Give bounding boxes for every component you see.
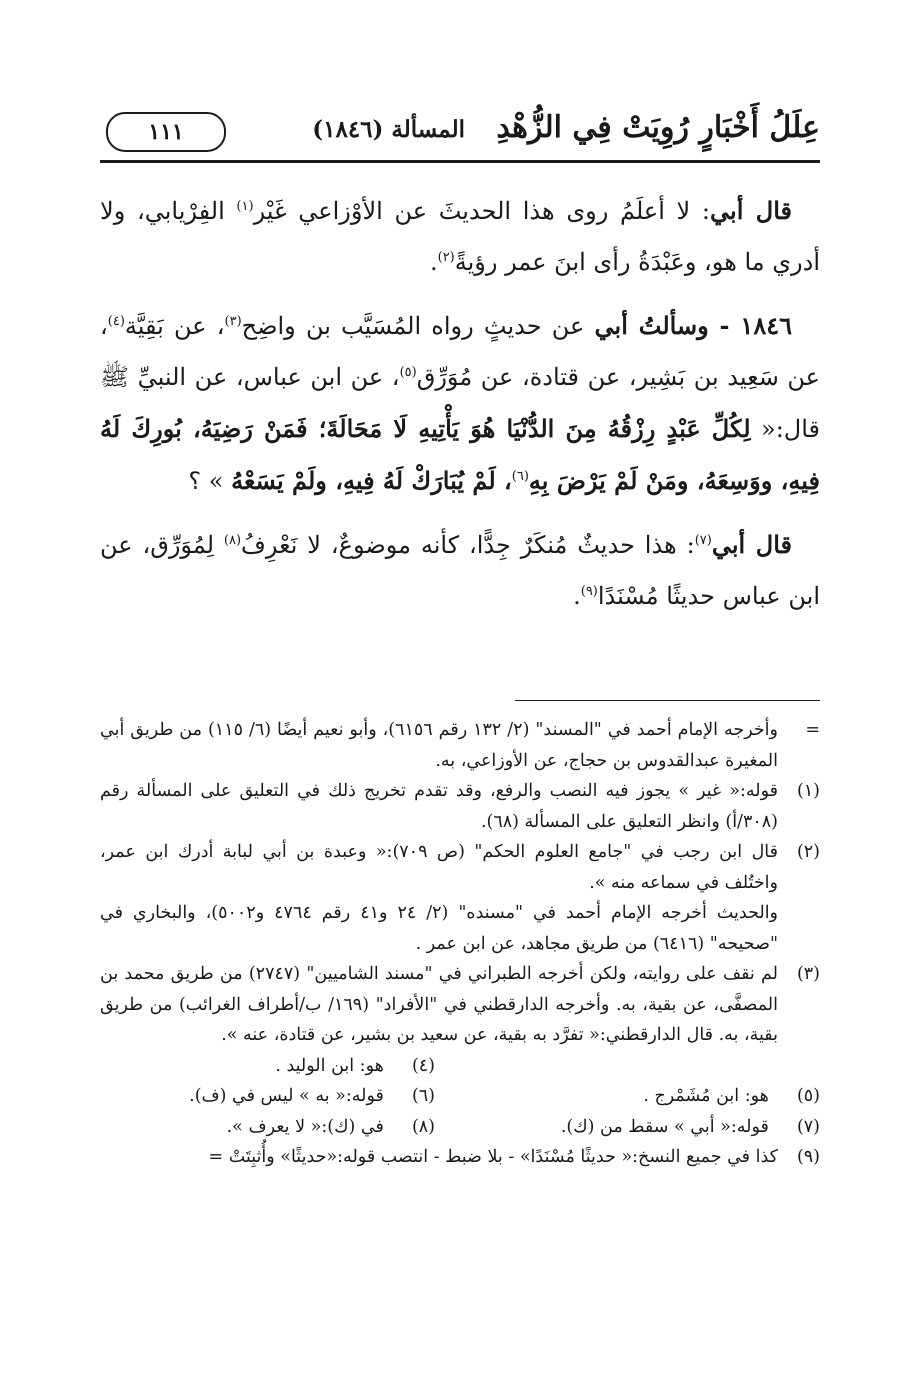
footnote-text: قوله:« به » ليس في (ف). [189,1086,384,1106]
footnote-text: وأخرجه الإمام أحمد في "المسند" (٢/ ١٣٢ رقم ٦١٥٦)، وأبو نعيم أيضًا (٦/ ١١٥) من طريق أبي المغيرة عبدالقدوس بن حجاج، عن الأوزاعي، به. [100,720,778,771]
footnote-ref: (٦) [511,469,529,484]
footnote-text: هو: ابن مُشَمْرج . [643,1086,769,1106]
footnote-number: (٨) [411,1116,435,1137]
footnote-text: لم نقف على روايته، ولكن أخرجه الطبراني في "مسند الشاميين" (٢٧٤٧) من طريق محمد بن المصفَّى، عن بقية، به. وأخرجه الدارقطني في "الأفراد" (١٦٩/ ب/أطراف الغرائب) من طريق بقية، به. قال الدارقطني:« تفرَّد به بقية، عن سعيد بن بشير، عن قتادة، عنه ». [100,964,779,1045]
footnote-row-7-8 [100,1112,820,1143]
header-rule [100,160,820,163]
page-header [100,108,820,156]
footnote-number: (٧) [796,1116,820,1137]
main-text [100,185,820,634]
speaker-label: قال أبي [711,530,793,559]
footnote-number: (٩) [796,1147,820,1167]
footnote-continuation [100,715,820,776]
footnote-1 [100,776,820,837]
footnote-number: (٢) [796,842,820,862]
hadith-text: لِكُلِّ عَبْدٍ رِزْقُهُ مِنَ الدُّنْيَا هُوَ يَأْتِيهِ لَا مَحَالَةَ؛ فَمَنْ رَضِيَهُ، بُورِكَ لَهُ فِيهِ، ووَسِعَهُ، ومَنْ لَمْ يَرْضَ بِهِ [100,414,820,495]
footnote-number: (١) [796,781,820,801]
footnote-row-4 [100,1051,820,1082]
footnote-text: قال ابن رجب في "جامع العلوم الحكم" (ص ٧٠٩):« وعبدة بن أبي لبابة أدرك ابن عمر، واختُلف في سماعه منه ». [100,842,778,893]
footnote-row-5-6 [100,1081,820,1112]
paragraph-answer-1: قال أبي: لا أعلَمُ روى هذا الحديثَ عن الأوْزاعي غَيْر$^{(١)}$ الفِرْيابي، ولا أدري ما هو، وعَبْدَةُ رأى ابنَ عمر رؤيةً$^{(٢)}$. [100,196,820,276]
footnote-ref: (٩) [580,584,598,599]
footnote-3 [100,959,820,1051]
page-number [106,112,226,152]
footnote-4 [275,1051,435,1082]
footnote-text: هو: ابن الوليد . [275,1055,384,1076]
issue-label: المسألة (١٨٤٦) [312,116,465,143]
footnotes [100,715,820,1173]
footnote-6 [189,1081,435,1112]
footnote-separator [515,700,820,701]
hadith-text: ، لَمْ يُبَارَكْ لَهُ فِيهِ، ولَمْ يَسَعْهُ [231,466,512,495]
footnote-text: قوله:« غير » يجوز فيه النصب والرفع، وقد تقدم تخريج ذلك في التعليق على المسألة رقم (٣٠٨/أ) وانظر التعليق على المسألة (٦٨). [100,781,778,832]
footnote-5 [643,1081,820,1112]
footnote-ref: (٥) [399,365,417,380]
book-title: عِلَلُ أَخْبَارٍ رُوِيَتْ فِي الزُّهْدِ [496,110,820,145]
paragraph-answer-2: قال أبي$^{(٧)}$: هذا حديثٌ مُنكَرٌ جِدًّا، كأنه موضوعٌ، لا نَعْرِفُ$^{(٨)}$ لِمُوَرِّق، عن ابن عباس حديثًا مُسْنَدًا$^{(٩)}$. [100,530,820,610]
footnote-ref: (٧) [694,533,712,548]
paragraph-question-1846: ١٨٤٦ - وسألتُ أبي عن حديثٍ رواه المُسَيَّب بن واضِح$^{(٣)}$، عن بَقِيَّة$^{(٤)}$، عن سَعِيد بن بَشِير، عن قتادة، عن مُوَرِّق$^{(٥)}$، عن ابن عباس، عن النبيِّ ﷺ قال:« لِكُلِّ عَبْدٍ رِزْقُهُ مِنَ الدُّنْيَا هُوَ يَأْتِيهِ لَا مَحَالَةَ؛ فَمَنْ رَضِيَهُ، بُورِكَ لَهُ فِيهِ، ووَسِعَهُ، ومَنْ لَمْ يَرْضَ بِهِ$^{(٦)}$، لَمْ يُبَارَكْ لَهُ فِيهِ، ولَمْ يَسَعْهُ » ؟ [100,311,821,495]
footnote-number: (٦) [411,1086,435,1106]
footnote-2 [100,837,820,959]
footnote-ref: (٨) [223,533,242,548]
footnote-text: قوله:« أبي » سقط من (ك). [560,1116,769,1137]
footnote-7 [561,1112,820,1143]
footnote-ref: (٣) [224,314,242,329]
footnote-number: = [805,720,820,740]
footnote-text: كذا في جميع النسخ:« حديثًا مُسْنَدًا» - بلا ضبط - انتصب قوله:«حديثًا» وأُثبِتَتْ = [208,1147,778,1167]
footnote-9 [100,1142,820,1173]
footnote-8 [227,1112,435,1143]
speaker-label: قال أبي [710,196,792,225]
footnote-text: في (ك):« لا يعرف ». [226,1116,384,1137]
footnote-text: والحديث أخرجه الإمام أحمد في "مسنده" (٢/ ٢٤ و٤١ رقم ٤٧٦٤ و٥٠٠٢)، والبخاري في "صحيحه" (٦٤١٦) من طريق مجاهد، عن ابن عمر . [100,903,779,954]
footnote-ref: (١) [236,199,254,214]
footnote-number: (٣) [796,964,820,984]
page-number-text: ١١١ [148,119,184,145]
footnote-number: (٥) [796,1086,820,1106]
footnote-ref: (٢) [437,250,455,265]
issue-number: ١٨٤٦ [740,311,792,340]
footnote-ref: (٤) [107,314,125,329]
footnote-number: (٤) [411,1055,435,1076]
